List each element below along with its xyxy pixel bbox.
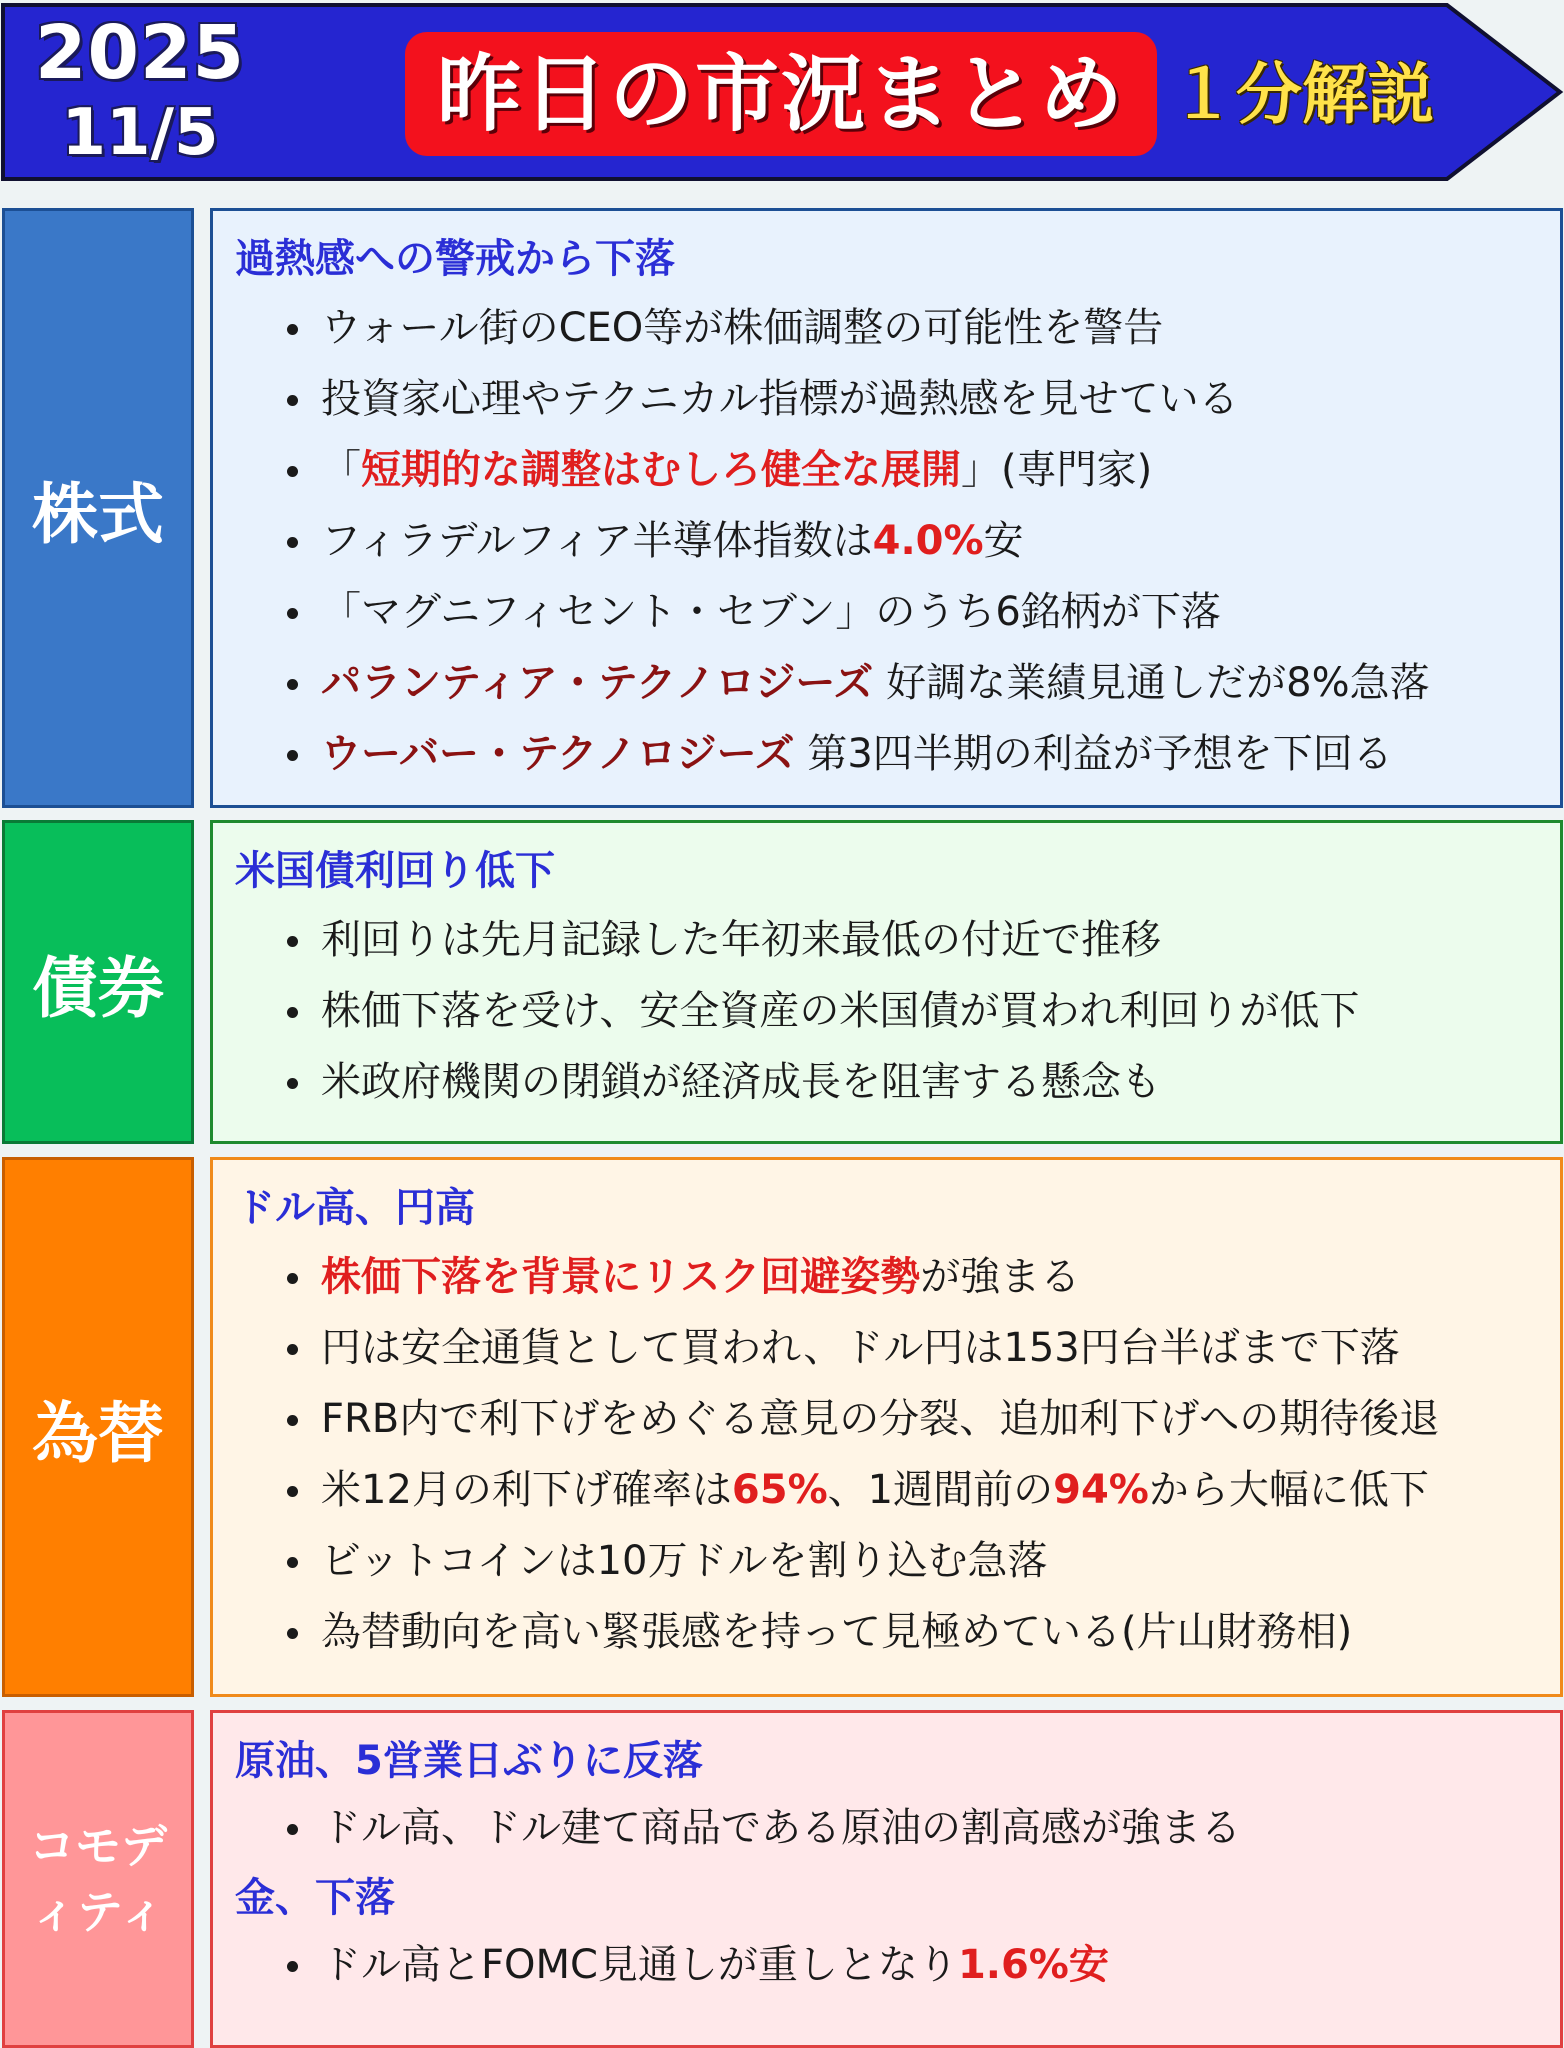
list-item bbox=[235, 1930, 1560, 2001]
section-body-bonds bbox=[210, 820, 1563, 1144]
company-name: パランティア・テクノロジーズ bbox=[321, 660, 874, 706]
page-title: 昨日の市況まとめ bbox=[405, 32, 1157, 156]
section-label-bonds: 債券 bbox=[2, 820, 194, 1144]
bullet-list bbox=[235, 1793, 1560, 1864]
list-item: ドル高、ドル建て商品である原油の割高感が強まる bbox=[235, 1793, 1560, 1864]
bullet-list bbox=[235, 1242, 1560, 1668]
list-item bbox=[235, 648, 1560, 719]
list-item: 利回りは先月記録した年初来最低の付近で推移 bbox=[235, 905, 1560, 976]
text: ドル高とFOMC見通しが重しとなり bbox=[321, 1942, 958, 1988]
section-label-forex: 為替 bbox=[2, 1157, 194, 1697]
highlight-value: 1.6%安 bbox=[957, 1942, 1109, 1988]
highlight-value: 65% bbox=[731, 1467, 828, 1513]
section-heading: 米国債利回り低下 bbox=[235, 848, 555, 894]
text: 安 bbox=[983, 518, 1024, 564]
text: 「 bbox=[321, 447, 361, 493]
section-label-commodities bbox=[2, 1710, 194, 2048]
list-item: FRB内で利下げをめぐる意見の分裂、追加利下げへの期待後退 bbox=[235, 1384, 1560, 1455]
page-subtitle: １分解説 bbox=[1170, 56, 1434, 133]
section-bonds bbox=[0, 820, 1564, 1144]
section-commodities bbox=[0, 1710, 1564, 2048]
bullet-list bbox=[235, 293, 1560, 790]
label-line: ィティ bbox=[30, 1885, 166, 1939]
list-item: ビットコインは10万ドルを割り込む急落 bbox=[235, 1526, 1560, 1597]
section-label-stocks: 株式 bbox=[2, 208, 194, 808]
label-line: コモデ bbox=[29, 1819, 167, 1873]
list-item: 株価下落を受け、安全資産の米国債が買われ利回りが低下 bbox=[235, 976, 1560, 1047]
text: 第3四半期の利益が予想を下回る bbox=[794, 731, 1393, 777]
date-day: 11/5 bbox=[61, 96, 219, 170]
list-item: 為替動向を高い緊張感を持って見極めている(片山財務相) bbox=[235, 1597, 1560, 1668]
section-heading: ドル高、円高 bbox=[235, 1185, 475, 1231]
text: フィラデルフィア半導体指数は bbox=[321, 518, 873, 564]
list-item: ウォール街のCEO等が株価調整の可能性を警告 bbox=[235, 293, 1560, 364]
text: から大幅に低下 bbox=[1148, 1467, 1429, 1513]
text: 米12月の利下げ確率は bbox=[321, 1467, 732, 1513]
section-forex bbox=[0, 1157, 1564, 1697]
list-item bbox=[235, 506, 1560, 577]
date-year: 2025 bbox=[35, 10, 245, 96]
section-heading: 原油、5営業日ぶりに反落 bbox=[235, 1738, 703, 1784]
section-heading: 金、下落 bbox=[235, 1875, 395, 1921]
list-item: 「マグニフィセント・セブン」のうち6銘柄が下落 bbox=[235, 577, 1560, 648]
text: 、1週間前の bbox=[827, 1467, 1054, 1513]
highlight-text: 株価下落を背景にリスク回避姿勢 bbox=[321, 1254, 921, 1300]
text: 」(専門家) bbox=[961, 447, 1153, 493]
header-banner bbox=[0, 0, 1564, 185]
section-stocks bbox=[0, 208, 1564, 808]
section-body-forex bbox=[210, 1157, 1563, 1697]
highlight-value: 4.0% bbox=[872, 518, 984, 564]
list-item: 円は安全通貨として買われ、ドル円は153円台半ばまで下落 bbox=[235, 1313, 1560, 1384]
bullet-list bbox=[235, 1930, 1560, 2001]
section-body-stocks bbox=[210, 208, 1563, 808]
company-name: ウーバー・テクノロジーズ bbox=[321, 731, 795, 777]
highlight-value: 94% bbox=[1053, 1467, 1149, 1513]
list-item bbox=[235, 435, 1560, 506]
highlight-text: 短期的な調整はむしろ健全な展開 bbox=[361, 447, 961, 493]
bullet-list bbox=[235, 905, 1560, 1118]
text: 好調な業績見通しだが8%急落 bbox=[873, 660, 1430, 706]
list-item: 米政府機関の閉鎖が経済成長を阻害する懸念も bbox=[235, 1047, 1560, 1118]
text: が強まる bbox=[920, 1254, 1081, 1300]
section-body-commodities bbox=[210, 1710, 1563, 2048]
section-heading: 過熱感への警戒から下落 bbox=[235, 236, 675, 282]
list-item bbox=[235, 1242, 1560, 1313]
list-item bbox=[235, 1455, 1560, 1526]
list-item bbox=[235, 719, 1560, 790]
list-item: 投資家心理やテクニカル指標が過熱感を見せている bbox=[235, 364, 1560, 435]
